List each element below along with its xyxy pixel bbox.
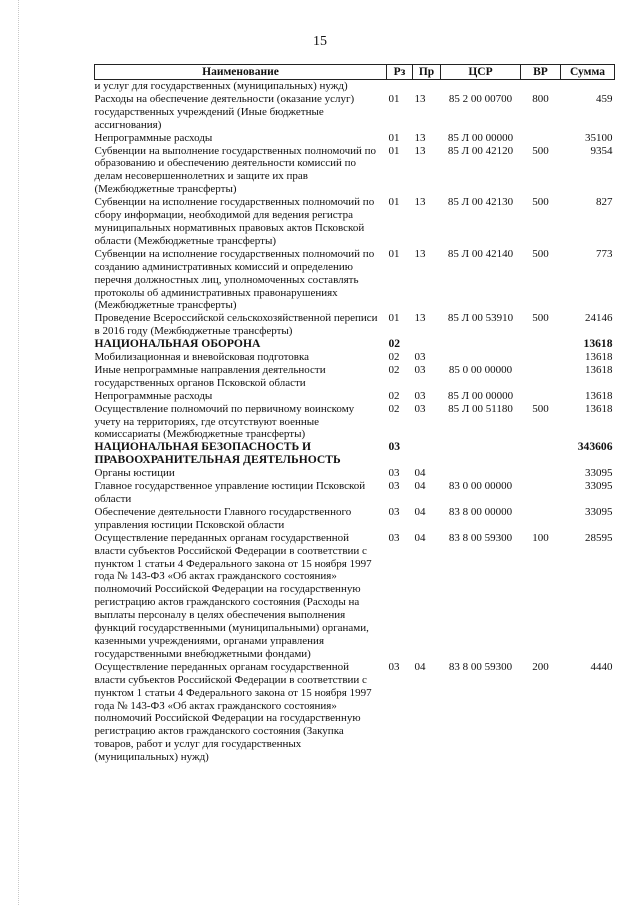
cell-name: и услуг для государственных (муниципальных) нужд) xyxy=(94,80,348,92)
cell-csr: 85 Л 00 51180 xyxy=(448,402,513,415)
cell-sum: 343606 xyxy=(577,440,613,454)
cell-rz: 01 xyxy=(388,144,400,157)
cell-vr xyxy=(521,390,561,403)
cell-csr xyxy=(441,338,521,351)
cell-vr: 500 xyxy=(532,247,549,260)
cell-pr: 04 xyxy=(414,505,426,518)
cell-name: Непрограммные расходы xyxy=(94,389,213,402)
table-row xyxy=(95,364,615,390)
cell-sum xyxy=(561,80,615,93)
cell-rz: 03 xyxy=(388,480,400,493)
cell-rz: 02 xyxy=(388,351,400,364)
cell-sum: 459 xyxy=(596,92,613,105)
cell-name: Проведение Всероссийской сельскохозяйственной переписи в 2016 году (Межбюджетные трансферты) xyxy=(94,312,378,338)
cell-sum: 33095 xyxy=(585,505,613,518)
cell-csr xyxy=(441,467,521,480)
cell-rz: 02 xyxy=(388,363,400,376)
section-row xyxy=(95,338,615,351)
cell-rz: 01 xyxy=(388,247,400,260)
cell-name: Органы юстиции xyxy=(94,467,175,480)
cell-name: Мобилизационная и вневойсковая подготовка xyxy=(94,351,310,364)
cell-rz: 01 xyxy=(388,92,400,105)
cell-pr: 04 xyxy=(414,467,426,480)
cell-vr xyxy=(521,351,561,364)
cell-name: Субвенции на исполнение государственных полномочий по созданию административных комиссий и определению перечня должностных лиц, уполномоченных составлять протоколы об административных правонарушениях (Межбюджетные трансферты) xyxy=(94,247,375,312)
column-header-vr: ВР xyxy=(521,65,561,80)
cell-rz: 03 xyxy=(388,440,401,454)
table-row xyxy=(95,196,615,248)
cell-rz: 03 xyxy=(388,531,400,544)
cell-vr xyxy=(521,506,561,532)
cell-pr: 04 xyxy=(414,531,426,544)
cell-sum: 13618 xyxy=(585,363,613,376)
table-row xyxy=(95,145,615,197)
column-header-rz: Рз xyxy=(387,65,413,80)
cell-rz: 02 xyxy=(388,337,401,351)
cell-name: Субвенции на выполнение государственных полномочий по образованию и обеспечению деятельности комиссий по делам несовершеннолетних и защите их прав (Межбюджетные трансферты) xyxy=(94,144,377,196)
column-header-pr: Пр xyxy=(413,65,441,80)
cell-pr xyxy=(413,441,441,467)
table-row xyxy=(95,248,615,313)
cell-sum: 35100 xyxy=(585,131,613,144)
cell-rz: 01 xyxy=(388,312,400,325)
cell-sum: 13618 xyxy=(585,389,613,402)
cell-pr: 04 xyxy=(414,480,426,493)
cell-pr: 04 xyxy=(414,660,426,673)
cell-csr: 83 0 00 00000 xyxy=(448,480,513,493)
cell-rz: 01 xyxy=(388,196,400,209)
cell-vr: 500 xyxy=(532,144,549,157)
table-row xyxy=(95,80,615,93)
cell-pr: 13 xyxy=(414,92,426,105)
cell-csr: 85 Л 00 00000 xyxy=(447,389,514,402)
cell-sum: 13618 xyxy=(585,351,613,364)
cell-sum: 9354 xyxy=(590,144,613,157)
cell-pr: 03 xyxy=(414,351,426,364)
cell-vr xyxy=(521,364,561,390)
cell-rz: 03 xyxy=(388,505,400,518)
cell-csr: 85 0 00 00000 xyxy=(448,363,513,376)
cell-csr: 83 8 00 59300 xyxy=(448,660,513,673)
cell-csr: 83 8 00 00000 xyxy=(448,505,513,518)
cell-csr xyxy=(441,441,521,467)
cell-pr: 13 xyxy=(414,196,426,209)
cell-csr xyxy=(441,351,521,364)
cell-name: Осуществление полномочий по первичному воинскому учету на территориях, где отсутствуют военные комиссариаты (Межбюджетные трансферты) xyxy=(94,402,355,441)
cell-vr: 200 xyxy=(532,660,549,673)
table-row xyxy=(95,506,615,532)
cell-vr: 500 xyxy=(532,402,549,415)
cell-pr: 03 xyxy=(414,389,426,402)
cell-name: Расходы на обеспечение деятельности (оказание услуг) государственных учреждений (Иные бюджетные ассигнования) xyxy=(94,92,355,131)
column-header-name: Наименование xyxy=(95,65,387,80)
cell-sum: 33095 xyxy=(585,467,613,480)
cell-rz: 01 xyxy=(388,131,400,144)
cell-vr xyxy=(521,132,561,145)
cell-csr: 85 Л 00 42140 xyxy=(447,247,514,260)
cell-sum: 13618 xyxy=(583,337,613,351)
cell-pr: 13 xyxy=(414,144,426,157)
cell-rz: 02 xyxy=(388,402,400,415)
cell-vr: 800 xyxy=(532,92,549,105)
scan-edge xyxy=(18,0,20,905)
cell-sum: 13618 xyxy=(585,402,613,415)
table-row xyxy=(95,467,615,480)
cell-csr: 83 8 00 59300 xyxy=(448,531,513,544)
cell-pr: 03 xyxy=(414,363,426,376)
cell-sum: 773 xyxy=(596,247,613,260)
cell-csr: 85 Л 00 00000 xyxy=(447,131,514,144)
cell-vr xyxy=(521,338,561,351)
cell-sum: 4440 xyxy=(590,660,613,673)
table-row xyxy=(95,132,615,145)
cell-vr: 100 xyxy=(532,531,549,544)
cell-vr xyxy=(521,441,561,467)
column-header-sum: Сумма xyxy=(561,65,615,80)
cell-name: Главное государственное управление юстиции Псковской области xyxy=(94,480,366,505)
cell-name: Непрограммные расходы xyxy=(94,131,213,144)
table-row xyxy=(95,480,615,506)
cell-rz: 02 xyxy=(388,389,400,402)
cell-vr: 500 xyxy=(532,196,549,209)
cell-sum: 28595 xyxy=(585,531,613,544)
cell-name: Обеспечение деятельности Главного государственного управления юстиции Псковской области xyxy=(94,505,352,531)
cell-vr xyxy=(521,480,561,506)
cell-name: Осуществление переданных органам государственной власти субъектов Российской Федерации в соответствии с пунктом 1 статьи 4 Федерального закона от 15 ноября 1997 года № 143-ФЗ «Об актах гражданского состояния» полномочий Российской Федерации на государственную регистрацию актов гражданского состояния (Расходы на выплаты персоналу в целях обеспечения выполнения функций государственными (муниципальными) органами, казенными учреждениями, органами управления государственными внебюджетными фондами) xyxy=(94,531,372,660)
table-row xyxy=(95,390,615,403)
column-header-csr: ЦСР xyxy=(441,65,521,80)
cell-pr: 13 xyxy=(414,247,426,260)
cell-pr xyxy=(413,338,441,351)
cell-rz: 03 xyxy=(388,467,400,480)
cell-sum: 24146 xyxy=(585,312,613,325)
cell-rz: 03 xyxy=(388,660,400,673)
cell-sum: 33095 xyxy=(585,480,613,493)
page-number: 15 xyxy=(313,34,327,49)
table-row xyxy=(95,661,615,764)
cell-csr: 85 Л 00 42120 xyxy=(447,144,514,157)
table-header-row xyxy=(95,65,615,80)
table-row xyxy=(95,93,615,132)
cell-csr: 85 Л 00 53910 xyxy=(447,312,514,325)
cell-pr: 03 xyxy=(414,402,426,415)
cell-name: Субвенции на исполнение государственных полномочий по сбору информации, необходимой для ведения регистра муниципальных нормативных правовых актов Псковской области (Межбюджетные трансферты) xyxy=(94,196,375,247)
cell-csr xyxy=(441,80,521,93)
table-row xyxy=(95,312,615,338)
cell-name: Осуществление переданных органам государственной власти субъектов Российской Федерации в соответствии с пунктом 1 статьи 4 Федерального закона от 15 ноября 1997 года № 143-ФЗ «Об актах гражданского состояния» полномочий Российской Федерации на государственную регистрацию актов гражданского состояния (Закупка товаров, работ и услуг для государственных (муниципальных) нужд) xyxy=(94,660,372,764)
cell-pr: 13 xyxy=(414,312,426,325)
cell-name: Иные непрограммные направления деятельности государственных органов Псковской области xyxy=(94,363,326,389)
cell-vr xyxy=(521,80,561,93)
cell-name: НАЦИОНАЛЬНАЯ БЕЗОПАСНОСТЬ И ПРАВООХРАНИТЕЛЬНАЯ ДЕЯТЕЛЬНОСТЬ xyxy=(94,440,341,467)
table-row xyxy=(95,351,615,364)
cell-rz xyxy=(387,80,413,93)
cell-vr: 500 xyxy=(532,312,549,325)
section-row xyxy=(95,441,615,467)
table-row xyxy=(95,532,615,661)
cell-sum: 827 xyxy=(596,196,613,209)
cell-name: НАЦИОНАЛЬНАЯ ОБОРОНА xyxy=(94,337,261,351)
cell-pr: 13 xyxy=(414,131,426,144)
cell-pr xyxy=(413,80,441,93)
cell-csr: 85 2 00 00700 xyxy=(448,92,513,105)
table-row xyxy=(95,403,615,442)
table-body xyxy=(95,80,615,765)
budget-table xyxy=(94,64,615,764)
cell-vr xyxy=(521,467,561,480)
cell-csr: 85 Л 00 42130 xyxy=(447,196,514,209)
